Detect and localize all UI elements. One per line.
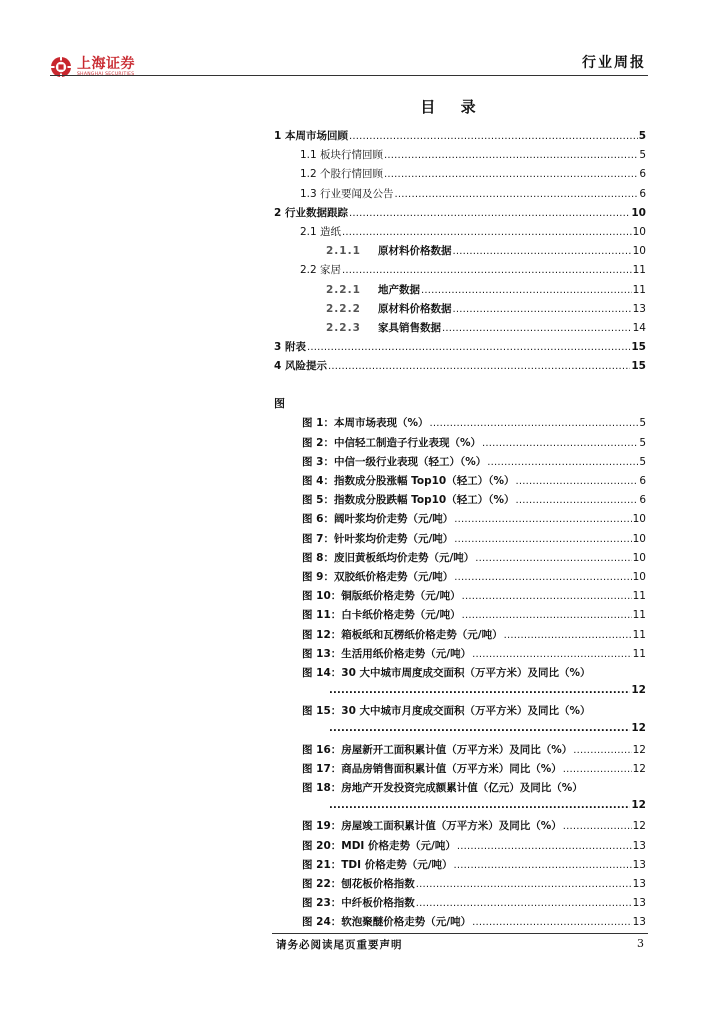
- figure-entry-leader-dots: [416, 879, 632, 890]
- figure-entry-page: 5: [639, 436, 646, 449]
- toc-entry-number: 2.1.1: [326, 245, 361, 258]
- toc-entry-page: 5: [639, 149, 646, 162]
- toc-entry-label: [274, 205, 348, 220]
- figure-entry-label: [302, 607, 461, 622]
- figure-entry[interactable]: [274, 742, 646, 761]
- toc-entry-leader-dots: [349, 131, 638, 142]
- toc-title: 目 录: [420, 98, 486, 116]
- toc-entry-label: [300, 186, 394, 201]
- toc-entry-leader-dots: [342, 265, 632, 276]
- logo-english-name: SHANGHAI SECURITIES: [77, 71, 135, 77]
- figure-entry[interactable]: [274, 492, 646, 511]
- figure-entry-page: 13: [632, 897, 646, 910]
- figure-entry-page: 10: [632, 532, 646, 545]
- footer-disclaimer: 请务必阅读尾页重要声明: [276, 939, 403, 951]
- toc-entry-number: 2.2.2: [326, 302, 361, 315]
- figure-entry-text: 图 1：本周市场表现（%）: [302, 417, 429, 430]
- toc-entry-number: 2.2.1: [326, 283, 361, 296]
- figure-entry-leader-dots: [329, 685, 630, 696]
- toc-entry-label: [326, 320, 441, 335]
- figure-entry-page: 12: [631, 722, 646, 735]
- figure-entry-leader-dots: [482, 438, 638, 449]
- figure-entry-page: 10: [632, 570, 646, 583]
- figure-entry-leader-dots: [516, 476, 639, 487]
- toc-entry[interactable]: [274, 186, 646, 205]
- figure-entry-page: 11: [632, 628, 646, 641]
- figure-entry-page: 12: [631, 799, 646, 812]
- toc-entry-text: 地产数据: [378, 283, 420, 296]
- toc-entry-leader-dots: [395, 189, 639, 200]
- report-type-label: 行业周报: [582, 55, 646, 71]
- figure-entry-leader-dots: [504, 630, 632, 641]
- figure-entry-leader-dots: [329, 800, 630, 811]
- figure-entry-label: [302, 588, 461, 603]
- toc-entry-label: [274, 128, 348, 143]
- toc-entry-label: [326, 243, 452, 258]
- toc-entry-page: 15: [631, 341, 646, 354]
- figure-entry-text: 图 7：针叶浆均价走势（元/吨）: [302, 532, 454, 545]
- figure-entry-page: 13: [632, 916, 646, 929]
- figure-entry-text: 图 16：房屋新开工面积累计值（万平方米）及同比（%）: [302, 743, 573, 756]
- toc-entry-text: 2.1 造纸: [300, 225, 342, 238]
- figure-entry-leader-dots: [573, 745, 631, 756]
- figure-entry-label: [302, 435, 481, 450]
- figure-entry-leader-dots: [329, 723, 630, 734]
- figure-entry-text: 图 20：MDI 价格走势（元/吨）: [302, 839, 456, 852]
- figure-entry[interactable]: [274, 895, 646, 914]
- figure-entry-text: 图 4：指数成分股涨幅 Top10（轻工）（%）: [302, 475, 515, 487]
- figure-entry-label: [302, 492, 515, 507]
- figure-entry-text: 图 19：房屋竣工面积累计值（万平方米）及同比（%）: [302, 820, 562, 833]
- page-number: 3: [637, 937, 644, 950]
- figure-entry-page: 11: [632, 609, 646, 622]
- toc-entry-leader-dots: [453, 246, 632, 257]
- figure-entry[interactable]: [274, 454, 646, 473]
- toc-entry-label: [300, 166, 383, 181]
- toc-entry[interactable]: [274, 358, 646, 377]
- section-gap: [274, 377, 646, 385]
- figure-entry-label: [302, 914, 471, 929]
- figure-entry-leader-dots: [472, 917, 632, 928]
- toc-entry[interactable]: [274, 339, 646, 358]
- toc-entry-label: [300, 147, 383, 162]
- figure-entry-text: 图 12：箱板纸和瓦楞纸价格走势（元/吨）: [302, 628, 503, 641]
- figure-entry[interactable]: [274, 511, 646, 530]
- figure-entry-page: 12: [632, 762, 646, 775]
- figure-entry-text: 图 22：刨花板价格指数: [302, 877, 415, 890]
- toc-entry-page: 6: [639, 168, 646, 181]
- figure-entry-leader-dots: [563, 764, 632, 775]
- figure-entry-leader-dots: [457, 841, 632, 852]
- figure-entry-text: 图 10：铜版纸价格走势（元/吨）: [302, 590, 461, 603]
- figure-entry[interactable]: [274, 761, 646, 780]
- figure-entry-page: 6: [639, 494, 646, 507]
- toc-entry[interactable]: [274, 166, 646, 185]
- figure-entry-text: 图 6：阔叶浆均价走势（元/吨）: [302, 513, 454, 526]
- figure-entry-page: 13: [632, 877, 646, 890]
- logo-chinese-name: 上海证券: [77, 55, 135, 72]
- toc-entry-page: 10: [631, 206, 646, 219]
- figure-entry-label: [302, 569, 453, 584]
- figure-entry-page: 5: [639, 417, 646, 430]
- figure-entry-page: 13: [632, 858, 646, 871]
- figure-entry-label: [302, 857, 453, 872]
- toc-entry-text: 4 风险提示: [274, 360, 327, 373]
- toc-entry-label: [326, 282, 420, 297]
- toc-entry-leader-dots: [421, 285, 632, 296]
- figure-entry-leader-dots: [454, 572, 631, 583]
- figure-entry[interactable]: [274, 473, 646, 492]
- figure-entry-title[interactable]: 图 15：30 大中城市月度成交面积（万平方米）及同比（%）: [302, 705, 591, 718]
- figure-entry-label: [302, 761, 562, 776]
- figure-entry-text: 图 13：生活用纸价格走势（元/吨）: [302, 647, 472, 660]
- figure-entry-text: 图 2：中信轻工制造子行业表现（%）: [302, 436, 481, 449]
- figure-entry[interactable]: [274, 876, 646, 895]
- figure-entry[interactable]: [274, 588, 646, 607]
- figure-entry-leader-dots: [516, 495, 639, 506]
- figure-entry-text: 图 9：双胶纸价格走势（元/吨）: [302, 570, 454, 583]
- figures-heading: 图: [274, 397, 285, 411]
- figure-entry[interactable]: [274, 550, 646, 569]
- figure-entry-leader-dots: [462, 610, 632, 621]
- toc-entry-leader-dots: [342, 227, 632, 238]
- figure-entry-text: 图 23：中纤板价格指数: [302, 897, 415, 910]
- toc-entry-text: 1.2 个股行情回顾: [300, 168, 384, 181]
- table-of-contents: [274, 128, 646, 934]
- figure-entry[interactable]: [274, 435, 646, 454]
- figure-entry-leader-dots: [487, 457, 638, 468]
- figure-entry-leader-dots: [454, 514, 631, 525]
- figure-entry-leader-dots: [462, 591, 632, 602]
- toc-entry-label: [326, 301, 452, 316]
- figure-entry-label: [302, 818, 562, 833]
- figure-entry-text: 图 3：中信一级行业表现（轻工）（%）: [302, 455, 487, 468]
- toc-entry-text: 家具销售数据: [378, 321, 441, 334]
- toc-entry-leader-dots: [453, 304, 632, 315]
- figure-entry-text: 图 8：废旧黄板纸均价走势（元/吨）: [302, 551, 475, 564]
- figure-entry[interactable]: [274, 838, 646, 857]
- figure-entry[interactable]: [274, 914, 646, 933]
- toc-entry[interactable]: [274, 224, 646, 243]
- figure-entry[interactable]: [274, 857, 646, 876]
- figure-entry-leader-dots: [416, 898, 632, 909]
- toc-entry[interactable]: [274, 205, 646, 224]
- figure-entry-text: 图 17：商品房销售面积累计值（万平方米）同比（%）: [302, 762, 562, 775]
- toc-entry-page: 11: [632, 283, 646, 296]
- toc-entry-leader-dots: [442, 323, 632, 334]
- figure-entry[interactable]: [274, 607, 646, 626]
- figure-entry-text: 图 5：指数成分股跌幅 Top10（轻工）（%）: [302, 494, 515, 507]
- toc-entry[interactable]: [274, 282, 646, 301]
- figure-entry-page: 5: [639, 455, 646, 468]
- figure-entry-text: 图 21：TDI 价格走势（元/吨）: [302, 858, 453, 871]
- figure-entry-label: [302, 876, 415, 891]
- figure-entry[interactable]: [274, 646, 646, 665]
- figure-entry[interactable]: [274, 799, 646, 818]
- figure-entry-page: 11: [632, 590, 646, 603]
- toc-entry-label: [300, 224, 341, 239]
- toc-entry-page: 15: [631, 360, 646, 373]
- toc-entry-label: [274, 358, 327, 373]
- toc-entry-page: 13: [632, 302, 646, 315]
- figure-entry[interactable]: [274, 569, 646, 588]
- toc-entry[interactable]: [274, 243, 646, 262]
- toc-entry-page: 10: [632, 225, 646, 238]
- toc-entry-label: [300, 262, 341, 277]
- toc-entry-page: 14: [632, 321, 646, 334]
- figure-entry-text: 图 24：软泡聚醚价格走势（元/吨）: [302, 916, 472, 929]
- figure-entry[interactable]: [274, 684, 646, 703]
- toc-entry-page: 11: [632, 264, 646, 277]
- figure-entry-leader-dots: [475, 553, 631, 564]
- figure-entry-leader-dots: [454, 534, 631, 545]
- footer-divider: [272, 933, 648, 934]
- toc-entry-number: 2.2.3: [326, 321, 361, 334]
- toc-entry-leader-dots: [384, 169, 638, 180]
- toc-entry-leader-dots: [307, 342, 630, 353]
- figure-entry-leader-dots: [429, 418, 638, 429]
- figure-entry-label: [302, 415, 428, 430]
- figure-entry-label: [302, 531, 453, 546]
- figure-entry-label: [302, 742, 572, 757]
- figure-entry-page: 10: [632, 513, 646, 526]
- toc-entry-leader-dots: [328, 361, 630, 372]
- figure-entry-label: [302, 627, 503, 642]
- figure-entry-label: [302, 646, 471, 661]
- figure-entry-label: [302, 838, 456, 853]
- figure-entry-page: 12: [632, 743, 646, 756]
- toc-entry-text: 2.2 家居: [300, 264, 342, 277]
- figure-entry[interactable]: [274, 531, 646, 550]
- figure-entry-page: 13: [632, 839, 646, 852]
- figure-entry[interactable]: [274, 722, 646, 741]
- figure-entry-leader-dots: [563, 821, 632, 832]
- toc-entry[interactable]: [274, 147, 646, 166]
- toc-entry-leader-dots: [384, 150, 638, 161]
- toc-entry-leader-dots: [349, 208, 630, 219]
- figure-entry[interactable]: [274, 818, 646, 837]
- figure-entry-label: [302, 473, 515, 488]
- figure-entry-label: [302, 511, 453, 526]
- toc-entry[interactable]: [274, 320, 646, 339]
- toc-entry[interactable]: [274, 262, 646, 281]
- figure-entry-label: [302, 454, 486, 469]
- toc-entry-text: 1.1 板块行情回顾: [300, 149, 384, 162]
- toc-entry-text: 1 本周市场回顾: [274, 130, 348, 142]
- figure-entry-title[interactable]: 图 18：房地产开发投资完成额累计值（亿元）及同比（%）: [302, 782, 583, 794]
- toc-entry-page: 6: [639, 187, 646, 200]
- toc-entry-page: 5: [638, 130, 646, 142]
- figure-entry-leader-dots: [472, 649, 632, 660]
- figure-entry-text: 图 11：白卡纸价格走势（元/吨）: [302, 609, 461, 622]
- figure-entry-page: 12: [631, 684, 646, 697]
- toc-entry-label: [274, 339, 306, 354]
- figure-entry-page: 6: [639, 475, 646, 487]
- figure-entry[interactable]: [274, 415, 646, 434]
- figure-entry-label: [302, 895, 415, 910]
- toc-entry-text: 1.3 行业要闻及公告: [300, 187, 394, 200]
- figure-entry-page: 12: [632, 820, 646, 833]
- toc-entry[interactable]: [274, 128, 646, 147]
- toc-entry-page: 10: [632, 245, 646, 258]
- toc-entry-text: 3 附表: [274, 341, 306, 354]
- figure-entry-label: [302, 550, 474, 565]
- toc-entry-text: 原材料价格数据: [378, 302, 452, 315]
- toc-entry-text: 2 行业数据跟踪: [274, 206, 348, 219]
- figure-entry-page: 11: [632, 647, 646, 660]
- toc-entry[interactable]: [274, 301, 646, 320]
- figure-entry-leader-dots: [454, 860, 632, 871]
- figure-entry[interactable]: [274, 627, 646, 646]
- figure-entry-page: 10: [632, 551, 646, 564]
- toc-entry-text: 原材料价格数据: [378, 245, 452, 258]
- figure-entry-title[interactable]: 图 14：30 大中城市周度成交面积（万平方米）及同比（%）: [302, 666, 591, 679]
